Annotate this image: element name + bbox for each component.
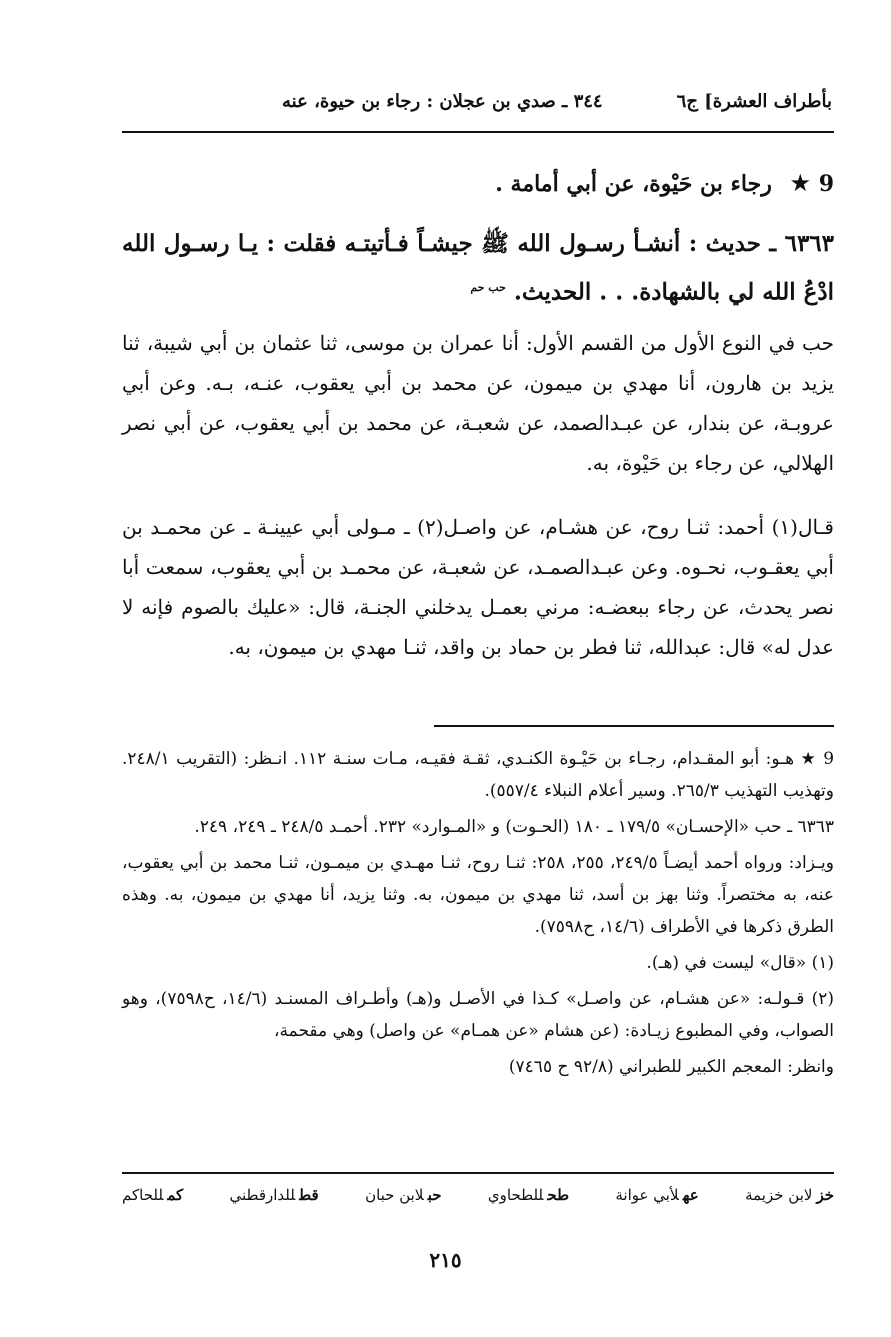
footnote-2: (٢) قـولـه: «عن هشـام، عن واصـل» كـذا في الأصـل و(هـ) وأطـراف المسنـد (١٤/٦، ح٧٥٩٨)، وهو الصواب، وفي المطبوع زيـادة: (عن هشام «عن همـام» عن واصل) وهي مقحمة، <box>122 989 834 1041</box>
footnote-rule <box>434 725 834 727</box>
star-icon: ★ <box>789 169 812 197</box>
abbreviations-key <box>122 1186 834 1204</box>
abbreviation-item: طحللطحاوي <box>487 1186 570 1204</box>
hadith-text: ـ حديث : أنشـأ رسـول الله ﷺ جيشـاً فـأتيتـه فقلت : يـا رسـول الله ادْعُ الله لي بالشهادة. . . الحديث. <box>122 230 834 306</box>
footnote-see-also: وانظر: المعجم الكبير للطبراني (٩٢/٨ ح ٧٤٦٥) <box>508 1057 834 1077</box>
abbreviation-item: قطللدارقطني <box>229 1186 319 1204</box>
header-volume: بأطراف العشرة] ج٦ <box>676 90 832 112</box>
abbreviation-item: خزلابن خزيمة <box>745 1186 834 1204</box>
abbreviations-rule <box>122 1172 834 1174</box>
abbreviation-item: كمللحاكم <box>122 1186 184 1204</box>
narrator-entry <box>122 163 834 204</box>
footnote-sources: ٦٣٦٣ ـ حب «الإحسـان» ١٧٩/٥ ـ ١٨٠ (الحـوت) و «المـوارد» ٢٣٢. أحمـد ٢٤٨/٥ ـ ٢٤٩، ٢٤٩. <box>194 817 834 837</box>
entry-number: 9 <box>818 171 834 197</box>
running-header <box>122 84 832 118</box>
paragraph-ahmad: قـال(١) أحمد: ثنـا روح، عن هشـام، عن واصـل(٢) ـ مـولى أبي عيينـة ـ عن محمـد بن أبي يعقـوب، نحـوه. وعن عبـدالصمـد، عن شعبـة، عن محمـد بن أبي يعقوب، سمعت أبا نصر يحدث، عن رجاء ببعضـه: مرني بعمـل يدخلني الجنـة، قال: «عليك بالصوم فإنه لا عدل له» قال: عبدالله، ثنا فطر بن حماد بن واقد، ثنـا مهدي بن ميمون، به. <box>122 514 834 659</box>
hadith-sigla: حب حم <box>470 281 506 294</box>
entry-title: رجاء بن حَيْوة، عن أبي أمامة . <box>495 171 772 197</box>
footnote-narrator: 9 ★ هـو: أبو المقـدام، رجـاء بن حَيْـوة الكنـدي، ثقـة فقيـه، مـات سنـة ١١٢. انـظر: (التقريب ٢٤٨/١. وتهذيب التهذيب ٢٦٥/٣. وسير أعلام النبلاء ٥٥٧/٤). <box>122 749 835 801</box>
header-rule <box>122 131 834 133</box>
footnote-additions: ويـزاد: ورواه أحمد أيضـاً ٢٤٩/٥، ٢٥٥، ٢٥٨: ثنـا روح، ثنـا مهـدي بن ميمـون، ثنـا محمد بن أبي يعقوب، عنه، به مختصراً. وثنا بهز بن أسد، ثنا مهدي بن ميمون، به. وثنا يزيد، أنا مهدي بن ميمون، به. وهذه الطرق ذكرها في الأطراف (١٤/٦، ح٧٥٩٨). <box>122 853 834 937</box>
paragraph-ibn-hibban: حب في النوع الأول من القسم الأول: أنا عمران بن موسى، ثنا عثمان بن أبي شيبة، ثنا يزيد بن هارون، أنا مهدي بن ميمون، عن محمد بن أبي يعقوب، عنـه، بـه. وعن أبي عروبـة، عن بندار، عن عبـدالصمد، عن شعبـة، عن محمد بن أبي يعقوب، عن أبي نصر الهلالي، عن رجاء بن حَيْوة، به. <box>122 330 834 475</box>
header-chapter: ٣٤٤ ـ صدي بن عجلان : رجاء بن حيوة، عنه <box>282 90 603 112</box>
footnote-1: (١) «قال» ليست في (هـ). <box>646 953 834 973</box>
hadith-number: ٦٣٦٣ <box>784 230 835 257</box>
abbreviation-item: حبلابن حبان <box>365 1186 442 1204</box>
page-number: ٢١٥ <box>429 1248 462 1272</box>
main-text <box>122 163 834 667</box>
hadith-heading <box>122 222 834 315</box>
footnotes <box>122 743 834 1087</box>
abbreviation-item: عهلأبي عوانة <box>615 1186 699 1204</box>
